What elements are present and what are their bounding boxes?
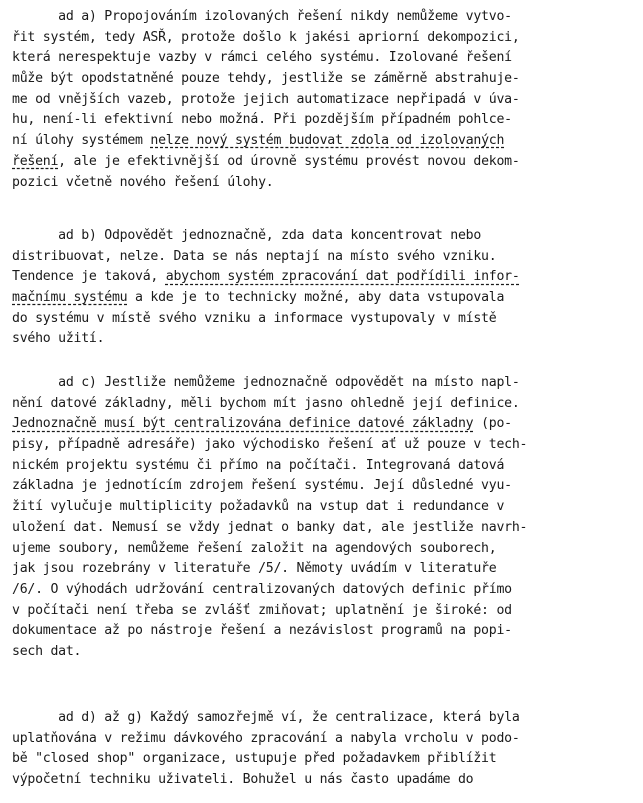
- text-run: bě "closed shop" organizace, ustupuje před požadavkem přiblížit: [12, 751, 497, 767]
- text-run: nickém projektu systému či přímo na počítači. Integrovaná datová: [12, 457, 505, 473]
- text-run: , ale je efektivnější od úrovně systému provést novou dekom-: [58, 153, 520, 169]
- text-line: [12, 435, 636, 456]
- text-line: [12, 580, 636, 601]
- text-line: [12, 539, 636, 560]
- underlined-text-run: nelze nový systém budovat zdola od izolovaných: [150, 133, 505, 149]
- text-run: hu, není-li efektivní nebo možná. Při pozdějším případném pohlce-: [12, 112, 512, 128]
- text-line: [12, 247, 636, 268]
- text-run: ad d) až g) Každý samozřejmě ví, že centralizace, která byla: [12, 710, 520, 725]
- text-run: která nerespektuje vazby v rámci celého systému. Izolované řešení: [12, 50, 512, 66]
- text-run: výpočetní techniku uživateli. Bohužel u nás často upadáme do: [12, 772, 474, 788]
- text-run: distribuovat, nelze. Data se nás neptají na místo svého vzniku.: [12, 248, 497, 264]
- text-line: [12, 559, 636, 580]
- text-run: do systému v místě svého vzniku a informace vystupovaly v místě: [12, 310, 497, 326]
- text-run: ad a) Propojováním izolovaných řešení nikdy nemůžeme vytvo-: [12, 9, 512, 24]
- text-run: základna je jednotícím zdrojem řešení systému. Její důsledné vyu-: [12, 478, 512, 494]
- text-line: [12, 48, 636, 69]
- text-line: [12, 28, 636, 49]
- text-line: [12, 642, 636, 663]
- text-line: [12, 90, 636, 111]
- text-line: [12, 476, 636, 497]
- text-run: může být opodstatněné pouze tehdy, jestliže se záměrně abstrahuje-: [12, 71, 520, 87]
- text-line: [12, 414, 636, 435]
- text-run: ní úlohy systémem: [12, 133, 151, 149]
- text-line: [12, 7, 636, 28]
- underlined-text-run: mačnímu systému: [12, 290, 128, 306]
- text-line: [12, 152, 636, 173]
- text-line: [12, 173, 636, 194]
- text-run: uložení dat. Nemusí se vždy jednat o banky dat, ale jestliže navrh-: [12, 519, 528, 535]
- text-line: [12, 518, 636, 539]
- text-run: pisy, případně adresáře) jako východisko řešení ať už pouze v tech-: [12, 437, 528, 453]
- text-line: [12, 601, 636, 622]
- text-run: řit systém, tedy ASŘ, protože došlo k jakési apriorní dekompozici,: [12, 29, 520, 45]
- text-line: [12, 621, 636, 642]
- text-run: svého užití.: [12, 331, 105, 347]
- text-run: dokumentace až po nástroje řešení a nezávislost programů na popi-: [12, 623, 512, 639]
- text-line: [12, 770, 636, 791]
- text-run: sech dat.: [12, 643, 82, 659]
- text-line: [12, 329, 636, 350]
- text-line: [12, 288, 636, 309]
- text-line: [12, 708, 636, 729]
- text-run: ad b) Odpovědět jednoznačně, zda data koncentrovat nebo: [12, 228, 482, 243]
- text-run: (po-: [473, 416, 512, 432]
- text-run: jak jsou rozebrány v literatuře /5/. Němoty uvádím v literatuře: [12, 561, 497, 577]
- text-line: [12, 456, 636, 477]
- paragraph-ad-c: [12, 373, 636, 663]
- text-line: [12, 394, 636, 415]
- text-run: ujeme soubory, nemůžeme řešení založit na agendových souborech,: [12, 540, 497, 556]
- text-run: ad c) Jestliže nemůžeme jednoznačně odpovědět na místo napl-: [12, 375, 520, 390]
- text-run: me od vnějších vazeb, protože jejich automatizace nepřipadá v úva-: [12, 91, 520, 107]
- text-line: [12, 267, 636, 288]
- text-run: /6/. O výhodách udržování centralizovaných datových definic přímo: [12, 581, 512, 597]
- text-line: [12, 69, 636, 90]
- underlined-text-run: řešení: [12, 153, 59, 169]
- text-run: pozici včetně nového řešení úlohy.: [12, 174, 274, 190]
- text-line: [12, 729, 636, 750]
- paragraph-ad-b: [12, 226, 636, 350]
- text-line: [12, 309, 636, 330]
- paragraph-ad-d: [12, 708, 636, 791]
- text-line: [12, 131, 636, 152]
- text-line: [12, 373, 636, 394]
- text-run: žití vylučuje multiplicity požadavků na vstup dat i redundance v: [12, 499, 505, 515]
- text-run: uplatňována v režimu dávkového zpracování a nabyla vrcholu v podo-: [12, 730, 520, 746]
- text-line: [12, 226, 636, 247]
- text-run: a kde je to technicky možné, aby data vstupovala: [127, 290, 505, 306]
- text-run: nění datové základny, měli bychom mít jasno ohledně její definice.: [12, 395, 520, 411]
- text-line: [12, 749, 636, 770]
- text-line: [12, 110, 636, 131]
- paragraph-ad-a: [12, 7, 636, 193]
- underlined-text-run: abychom systém zpracování dat podřídili infor-: [165, 269, 520, 285]
- underlined-text-run: Jednoznačně musí být centralizována definice datové základny: [12, 416, 474, 432]
- text-run: v počítači není třeba se zvlášť zmiňovat; uplatnění je široké: od: [12, 602, 512, 618]
- text-line: [12, 497, 636, 518]
- text-run: Tendence je taková,: [12, 269, 166, 285]
